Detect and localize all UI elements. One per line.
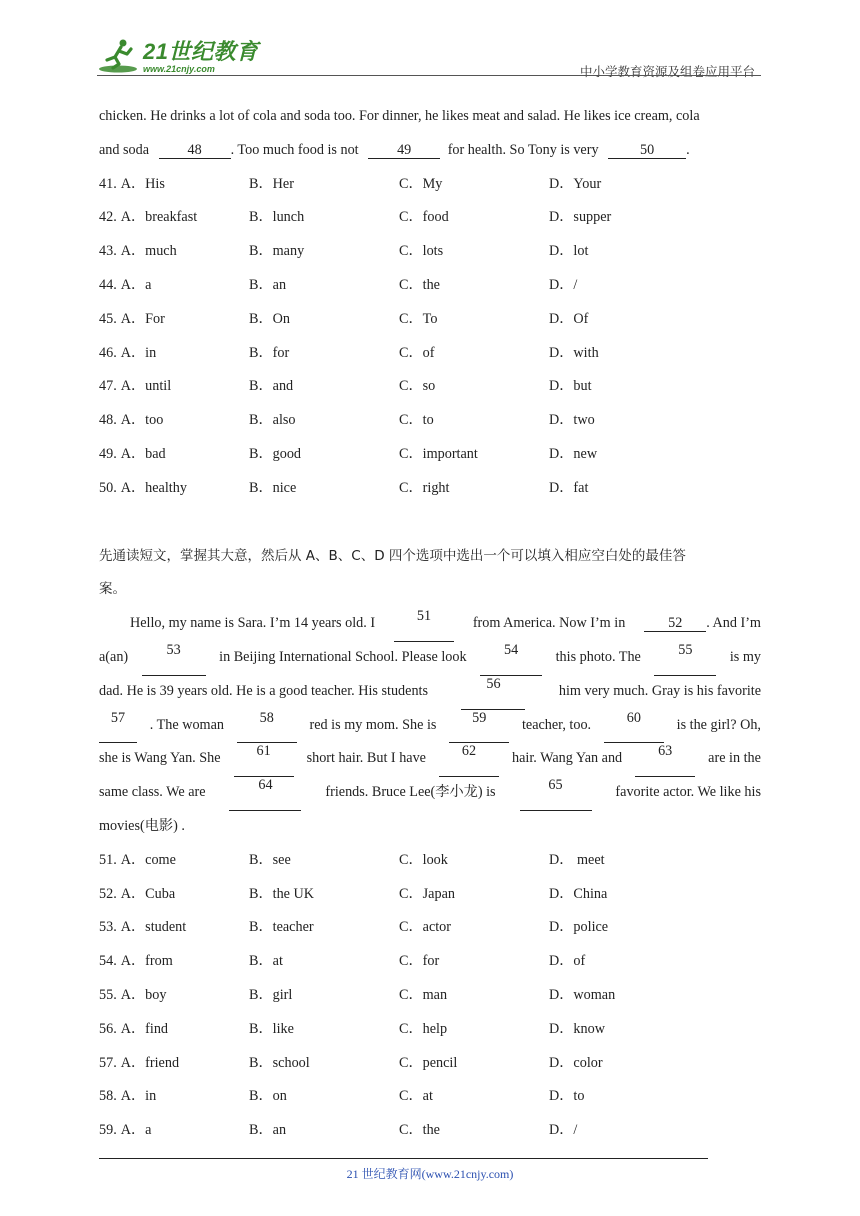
option-d: D．fat — [549, 479, 589, 496]
option-a: 55. A．boy — [99, 986, 167, 1003]
option-c: C．actor — [399, 919, 452, 936]
option-b: B．an — [249, 1122, 287, 1139]
option-a: 59. A．a — [99, 1122, 152, 1139]
option-d: D．lot — [549, 243, 589, 260]
header-divider — [97, 75, 761, 76]
option-b: B．nice — [249, 479, 297, 496]
option-c: C．so — [399, 378, 436, 395]
passage-text: a(an) — [99, 648, 129, 665]
option-d: D．Of — [549, 310, 589, 327]
option-a: 53. A．student — [99, 919, 187, 936]
blank-63: 63 — [635, 743, 695, 777]
option-d: D．to — [549, 1088, 585, 1105]
document-body — [99, 101, 761, 1149]
blank-48: 48 — [159, 142, 231, 159]
option-b: B．see — [249, 851, 291, 868]
option-a: 48. A．too — [99, 412, 164, 429]
option-row — [99, 1014, 761, 1048]
option-c: C．for — [399, 953, 440, 970]
logo-title: 21世纪教育 — [143, 39, 259, 64]
passage-text: in Beijing International School. Please look — [219, 648, 467, 665]
option-a: 57. A．friend — [99, 1054, 180, 1071]
option-row — [99, 1081, 761, 1115]
passage2-line5 — [99, 743, 761, 777]
option-a: 58. A．in — [99, 1088, 157, 1105]
passage1-line2 — [99, 135, 761, 169]
instruction-line1: 先通读短文，掌握其大意，然后从 A、B、C、D 四个选项中选出一个可以填入相应空白处的最佳答 — [99, 547, 686, 564]
passage-text: for health. So Tony is very — [447, 141, 599, 158]
site-logo — [97, 38, 258, 74]
logo-url: www.21cnjy.com — [143, 64, 215, 74]
option-d: D．woman — [549, 986, 616, 1003]
passage-text: teacher, too. — [521, 716, 592, 733]
passage2-line6 — [99, 777, 761, 811]
option-a: 45. A．For — [99, 310, 165, 327]
passage-text: hair. Wang Yan and — [512, 750, 623, 767]
option-d: D．two — [549, 412, 595, 429]
blank-58: 58 — [237, 710, 297, 744]
option-b: B．lunch — [249, 209, 305, 226]
passage-text: is the girl? Oh, — [676, 716, 761, 733]
option-d: D．but — [549, 378, 592, 395]
option-c: C．pencil — [399, 1054, 458, 1071]
passage-text: red is my mom. She is — [309, 716, 437, 733]
option-b: B．good — [249, 445, 302, 462]
option-b: B．and — [249, 378, 294, 395]
blank-52: 52 — [644, 615, 706, 632]
option-b: B．girl — [249, 986, 293, 1003]
passage-text: she is Wang Yan. She — [99, 750, 221, 767]
passage2-line3 — [99, 676, 761, 710]
option-d: D．/ — [549, 1122, 578, 1139]
passage-text: and soda — [99, 141, 150, 158]
blank-60: 60 — [604, 710, 664, 744]
header-platform-text: 中小学教育资源及组卷应用平台 — [579, 64, 755, 79]
option-b: B．on — [249, 1088, 287, 1105]
option-row — [99, 946, 761, 980]
passage-text: friends. Bruce Lee(李小龙) is — [325, 784, 496, 801]
option-a: 47. A．until — [99, 378, 172, 395]
option-b: B．Her — [249, 175, 294, 192]
passage-text: are in the — [708, 750, 761, 767]
blank-54: 54 — [480, 642, 542, 676]
option-d: D．color — [549, 1054, 603, 1071]
option-a: 43. A．much — [99, 243, 177, 260]
blank-49: 49 — [368, 142, 440, 159]
option-d: D．with — [549, 344, 599, 361]
option-a: 56. A．find — [99, 1020, 169, 1037]
option-d: D．/ — [549, 276, 578, 293]
runner-logo-icon — [97, 38, 139, 74]
blank-50: 50 — [608, 142, 686, 159]
option-b: B．teacher — [249, 919, 314, 936]
option-row — [99, 912, 761, 946]
footer-divider — [99, 1158, 708, 1159]
option-row — [99, 439, 761, 473]
option-c: C．look — [399, 851, 448, 868]
option-c: C．man — [399, 986, 448, 1003]
passage1-line1 — [99, 101, 761, 135]
option-c: C．lots — [399, 243, 444, 260]
option-b: B．school — [249, 1054, 310, 1071]
passage-text: dad. He is 39 years old. He is a good teacher. His students — [99, 682, 428, 699]
option-row — [99, 304, 761, 338]
passage-text: this photo. The — [555, 648, 641, 665]
option-c: C．To — [399, 310, 438, 327]
option-a: 41. A．His — [99, 175, 165, 192]
option-c: C．food — [399, 209, 449, 226]
option-c: C．important — [399, 445, 478, 462]
footer-text: 21 世纪教育网(www.21cnjy.com) — [346, 1167, 514, 1181]
page-header — [97, 30, 761, 78]
passage-text: from America. Now I’m in — [472, 615, 626, 632]
option-c: C．of — [399, 344, 435, 361]
passage-text: short hair. But I have — [306, 750, 426, 767]
option-d: D．of — [549, 953, 586, 970]
passage-text: him very much. Gray is his favorite — [558, 682, 761, 699]
option-d: D．China — [549, 885, 608, 902]
option-b: B．for — [249, 344, 290, 361]
options-51-59 — [99, 845, 761, 1149]
blank-61: 61 — [234, 743, 294, 777]
option-row — [99, 845, 761, 879]
option-row — [99, 980, 761, 1014]
passage-text: . — [686, 141, 690, 158]
section-gap — [99, 507, 761, 541]
option-b: B．On — [249, 310, 290, 327]
option-d: D． meet — [549, 851, 605, 868]
option-b: B．like — [249, 1020, 294, 1037]
option-c: C．My — [399, 175, 443, 192]
option-row — [99, 270, 761, 304]
option-b: B．an — [249, 276, 287, 293]
blank-62: 62 — [439, 743, 499, 777]
option-a: 51. A．come — [99, 851, 176, 868]
passage-text: chicken. He drinks a lot of cola and soda too. For dinner, he likes meat and salad. He likes ice cream, cola — [99, 108, 700, 124]
option-row — [99, 473, 761, 507]
options-41-50 — [99, 169, 761, 507]
passage-text: Hello, my name is Sara. I’m 14 years old. I — [130, 615, 376, 632]
passage-text: favorite actor. We like his — [615, 784, 761, 801]
option-d: D．police — [549, 919, 609, 936]
option-row — [99, 1048, 761, 1082]
option-d: D．know — [549, 1020, 605, 1037]
instruction-line2: 案。 — [99, 581, 126, 598]
option-row — [99, 236, 761, 270]
option-a: 49. A．bad — [99, 445, 166, 462]
option-c: C．the — [399, 276, 440, 293]
option-row — [99, 169, 761, 203]
option-row — [99, 338, 761, 372]
option-row — [99, 371, 761, 405]
option-a: 52. A．Cuba — [99, 885, 176, 902]
option-d: D．Your — [549, 175, 602, 192]
option-c: C．to — [399, 412, 434, 429]
option-c: C．the — [399, 1122, 440, 1139]
passage2-line2 — [99, 642, 761, 676]
passage-text: is my — [729, 648, 761, 665]
blank-55: 55 — [654, 642, 716, 676]
option-b: B．at — [249, 953, 283, 970]
blank-56: 56 — [461, 676, 525, 710]
option-b: B．many — [249, 243, 305, 260]
option-a: 42. A．breakfast — [99, 209, 198, 226]
option-row — [99, 879, 761, 913]
option-a: 46. A．in — [99, 344, 157, 361]
option-a: 50. A．healthy — [99, 479, 187, 496]
option-c: C．right — [399, 479, 450, 496]
option-d: D．supper — [549, 209, 612, 226]
option-row — [99, 202, 761, 236]
blank-53: 53 — [142, 642, 206, 676]
blank-65: 65 — [520, 777, 592, 811]
option-a: 54. A．from — [99, 953, 173, 970]
passage2-line1 — [99, 608, 761, 642]
option-c: C．Japan — [399, 885, 455, 902]
passage-text: . And I’m — [706, 615, 761, 632]
option-row — [99, 1115, 761, 1149]
blank-57: 57 — [99, 710, 137, 744]
option-c: C．help — [399, 1020, 448, 1037]
option-b: B．the UK — [249, 885, 315, 902]
passage2-line7: movies(电影) . — [99, 817, 185, 834]
option-c: C．at — [399, 1088, 433, 1105]
passage-text: . The woman — [149, 716, 224, 733]
passage-text: same class. We are — [99, 784, 206, 801]
blank-64: 64 — [229, 777, 301, 811]
option-a: 44. A．a — [99, 276, 152, 293]
passage2-line4 — [99, 710, 761, 744]
option-d: D．new — [549, 445, 598, 462]
blank-59: 59 — [449, 710, 509, 744]
blank-51: 51 — [394, 608, 454, 642]
option-row — [99, 405, 761, 439]
option-b: B．also — [249, 412, 296, 429]
passage-text: . Too much food is not — [230, 141, 359, 158]
